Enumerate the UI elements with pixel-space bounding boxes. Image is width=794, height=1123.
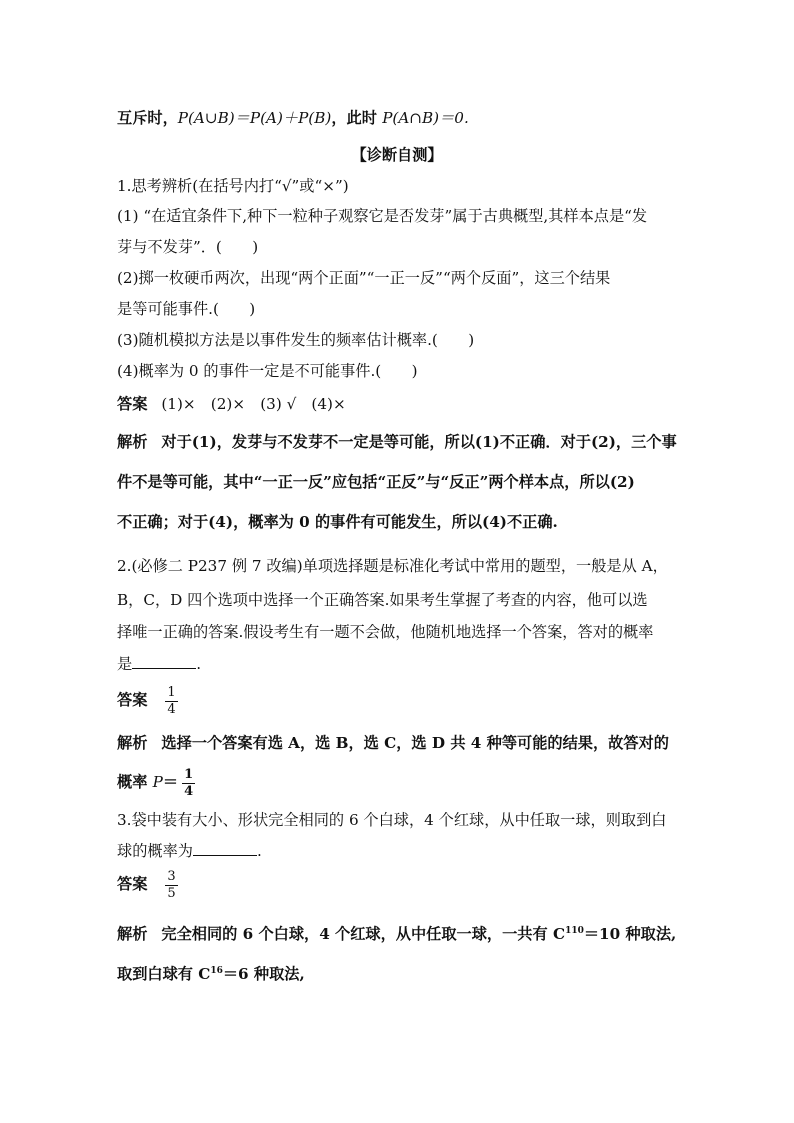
answer-label: 答案	[117, 691, 148, 709]
q1-stem: 1.思考辨析(在括号内打“√”或“×”)	[117, 177, 349, 195]
fraction-denominator: 4	[167, 701, 176, 717]
q3-answer-fraction	[165, 869, 177, 902]
q1-item-line: 芽与不发芽”．( )	[117, 238, 259, 256]
q3-analysis-line	[117, 921, 676, 944]
q2-analysis-eq: ＝	[162, 773, 179, 791]
q1-item-line: (4)概率为 0 的事件一定是不可能事件.( )	[117, 362, 418, 380]
combination-superscript: 110	[565, 926, 584, 936]
q1-item-line: (1) “在适宜条件下,种下一粒种子观察它是否发芽”属于古典概型,其样本点是“发	[117, 207, 648, 225]
fraction-denominator: 5	[167, 885, 176, 901]
q1-item-line: 是等可能事件.( )	[117, 300, 256, 318]
intro-line	[117, 108, 469, 128]
q1-analysis-text: 对于(1)，发芽与不发芽不一定是等可能，所以(1)不正确．对于(2)，三个事	[161, 433, 677, 451]
q2-answer-fraction	[165, 685, 177, 718]
q1-item-line: (3)随机模拟方法是以事件发生的频率估计概率.( )	[117, 331, 475, 349]
q1-answer	[117, 394, 346, 414]
q2-analysis-var: P	[152, 773, 163, 791]
answer-blank	[132, 654, 196, 669]
answer-blank	[193, 841, 257, 856]
intro-formula-2: P(A∩B)＝0.	[382, 109, 469, 127]
fraction-numerator: 3	[167, 868, 176, 884]
intro-text-2: ，此时	[331, 109, 383, 127]
section-title: 【诊断自测】	[351, 146, 443, 164]
analysis-label: 解析	[117, 925, 148, 943]
q2-last-suffix: .	[196, 655, 202, 673]
q2-analysis-line-2	[117, 764, 195, 800]
q1-analysis-line: 不正确；对于(4)，概率为 0 的事件有可能发生，所以(4)不正确.	[117, 513, 558, 531]
intro-formula-1: P(A∪B)＝P(A)＋P(B)	[177, 109, 332, 127]
q3-line: 3.袋中装有大小、形状完全相同的 6 个白球，4 个红球，从中任取一球，则取到白	[117, 811, 667, 829]
q3-analysis2-text-b: ＝6 种取法,	[222, 965, 305, 983]
q3-line2-prefix: 球的概率为	[117, 842, 193, 860]
answer-label: 答案	[117, 395, 148, 413]
answer-label: 答案	[117, 875, 148, 893]
fraction-denominator: 4	[184, 783, 194, 799]
q3-analysis-text-b: ＝10 种取法,	[583, 925, 677, 943]
q3-analysis-line-2	[117, 961, 305, 984]
intro-text-1: 互斥时，	[117, 109, 178, 127]
q2-line: 2.(必修二 P237 例 7 改编)单项选择题是标准化考试中常用的题型，一般是从 A，	[117, 557, 668, 575]
q1-item-line: (2)掷一枚硬币两次，出现“两个正面”“一正一反”“两个反面”，这三个结果	[117, 269, 611, 287]
q1-analysis-line	[117, 432, 677, 452]
q2-analysis-fraction	[182, 767, 195, 800]
q3-analysis2-text-a: 取到白球有 C	[117, 965, 211, 983]
fraction-numerator: 1	[167, 684, 176, 700]
q2-analysis-line	[117, 733, 669, 753]
q1-analysis-line: 件不是等可能，其中“一正一反”应包括“正反”与“反正”两个样本点，所以(2)	[117, 473, 635, 491]
q2-answer	[117, 682, 178, 718]
analysis-label: 解析	[117, 433, 148, 451]
q2-analysis-prefix: 概率	[117, 773, 153, 791]
q2-line-last	[117, 654, 201, 674]
q2-last-prefix: 是	[117, 655, 133, 673]
q2-line: B，C，D 四个选项中选择一个正确答案.如果考生掌握了考查的内容，他可以选	[117, 591, 648, 609]
analysis-label: 解析	[117, 734, 148, 752]
q1-answer-value: (1)× (2)× (3) √ (4)×	[161, 395, 346, 413]
q3-analysis-text-a: 完全相同的 6 个白球，4 个红球，从中任取一球，一共有 C	[161, 925, 566, 943]
fraction-numerator: 1	[184, 766, 194, 782]
combination-superscript: 16	[210, 966, 223, 976]
q3-line2-suffix: .	[256, 842, 262, 860]
q3-answer	[117, 866, 178, 902]
q2-analysis-text: 选择一个答案有选 A，选 B，选 C，选 D 共 4 种等可能的结果，故答对的	[161, 734, 669, 752]
q3-line-2	[117, 841, 262, 861]
q2-line: 择唯一正确的答案.假设考生有一题不会做，他随机地选择一个答案，答对的概率	[117, 623, 654, 641]
